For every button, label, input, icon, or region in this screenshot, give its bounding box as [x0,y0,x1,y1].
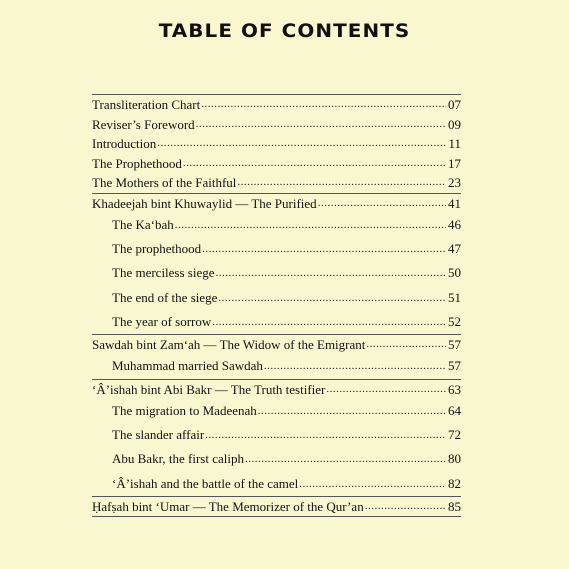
toc-entry-page-number: 47 [448,241,461,257]
toc-entry-page-number: 82 [448,475,461,491]
toc-entry [92,134,461,154]
toc-entry [92,380,461,400]
toc-entry-label: The Ka‘bah [112,216,174,232]
dot-leader [318,194,446,214]
page-title: TABLE OF CONTENTS [158,20,411,42]
dot-leader [196,115,446,135]
dot-leader [205,423,446,447]
toc-subentry [92,448,461,472]
toc-entry [92,115,461,135]
dot-leader [365,497,446,517]
dot-leader [245,447,446,471]
dot-leader [258,399,446,423]
toc-entry [92,194,461,214]
toc-subentry [92,237,461,261]
toc-entry [92,154,461,174]
toc-entry-page-number: 64 [448,403,461,419]
toc-entry-page-number: 80 [448,451,461,467]
toc-entry-page-number: 09 [448,116,461,132]
toc-entry-page-number: 46 [448,216,461,232]
toc-entry-label: The slander affair [112,427,205,443]
toc-entry-page-number: 07 [448,97,461,112]
toc-entry-page-number: 57 [448,336,461,352]
toc-entry-label: The Mothers of the Faithful [92,175,237,190]
dot-leader [264,354,446,378]
toc-entry-label: Sawdah bint Zam‘ah — The Widow of the Emigrant [92,336,366,352]
toc-entry-page-number: 17 [448,155,461,171]
toc-entry-page-number: 41 [448,195,461,211]
dot-leader [157,134,446,154]
toc-list [92,95,461,517]
toc-entry-label: Ḥafṣah bint ‘Umar — The Memorizer of the Qur’an [92,498,364,514]
toc-entry [92,95,461,115]
toc-entry-label: The year of sorrow [112,313,212,329]
dot-leader [202,237,446,261]
dot-leader [326,380,446,400]
toc-entry-page-number: 85 [448,498,461,514]
toc-entry-page-number: 51 [448,289,461,305]
dot-leader [237,173,446,193]
toc-entry-label: ‘Â’ishah and the battle of the camel [112,475,299,491]
toc-entry-label: Abu Bakr, the first caliph [112,451,244,467]
toc-entry-page-number: 57 [448,358,461,374]
toc-subentry [92,423,461,447]
toc-entry-label: Transliteration Chart [92,97,201,112]
toc-entry-label: The migration to Madeenah [112,403,257,419]
toc-subentry [92,310,461,334]
toc-entry-page-number: 50 [448,265,461,281]
dot-leader [366,335,446,355]
toc-entry-label: Muhammad married Sawdah [112,358,263,374]
toc-entry-label: Khadeejah bint Khuwaylid — The Purified [92,195,317,211]
toc-entry-label: The Prophethood [92,155,182,171]
dot-leader [212,310,446,334]
toc-entry-label: Introduction [92,136,157,151]
toc-entry-label: ‘Â’ishah bint Abi Bakr — The Truth testifier [92,381,326,397]
toc-entry [92,335,461,355]
table-of-contents [92,94,461,517]
dot-leader [299,472,446,496]
toc-subentry [92,261,461,285]
toc-entry-label: Reviser’s Foreword [92,116,195,132]
toc-entry-page-number: 52 [448,313,461,329]
bottom-divider [92,516,461,517]
dot-leader [216,261,446,285]
toc-subentry [92,213,461,237]
dot-leader [201,95,446,115]
dot-leader [183,154,446,174]
toc-subentry [92,472,461,496]
toc-entry-label: The merciless siege [112,265,215,281]
toc-entry [92,173,461,193]
toc-entry [92,497,461,517]
toc-subentry [92,399,461,423]
toc-entry-label: The end of the siege [112,289,218,305]
toc-entry-page-number: 23 [448,175,461,190]
toc-entry-page-number: 63 [448,381,461,397]
toc-entry-label: The prophethood [112,241,202,257]
dot-leader [175,213,446,237]
toc-subentry [92,286,461,310]
toc-subentry [92,354,461,378]
toc-entry-page-number: 11 [448,136,461,151]
dot-leader [218,286,446,310]
toc-entry-page-number: 72 [448,427,461,443]
